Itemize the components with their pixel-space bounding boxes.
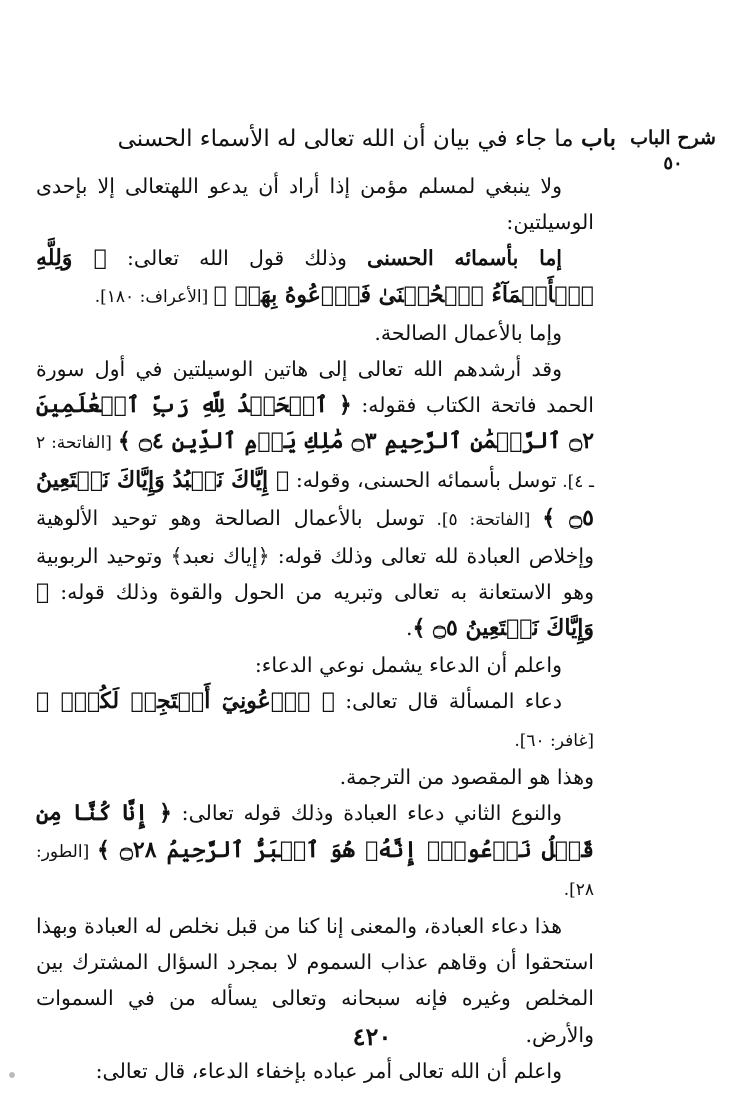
quran-verse: ﴿ ٱدۡعُونِيٓ أَسۡتَجِبۡ لَكُمۡۚ ﴾ xyxy=(36,687,335,714)
quran-verse: ﴿ إِيَّاكَ نَعۡبُدُ وَإِيَّاكَ نَسۡتَعِينُ ۝٥ ﴾ xyxy=(36,466,594,531)
verse-reference: [غافر: ٦٠]. xyxy=(514,731,594,752)
paragraph-8 xyxy=(36,795,594,908)
side-label-title: شرح الباب xyxy=(630,127,716,149)
paragraph-9: هذا دعاء العبادة، والمعنى إنا كنا من قبل نخلص له العبادة وبهذا استحقوا أن وقاهم عذاب السموم لا بمجرد السؤال المشترك بين المخلص وغيره فإنه سبحانه وتعالى يسأله من في السموات والأرض. xyxy=(36,914,594,1047)
paragraph-2-bold: إما بأسمائه الحسنى xyxy=(366,246,562,271)
paragraph-4-text: توسل بالأعمال الصالحة وهو توحيد الألوهية وإخلاص العبادة لله تعالى وذلك قوله: xyxy=(36,505,594,569)
paragraph-6-text: دعاء المسألة قال تعالى: xyxy=(334,688,562,713)
inline-quote: ﴿إياك نعبد﴾ xyxy=(170,544,270,569)
paragraph-4 xyxy=(36,351,594,647)
verse-reference: [الفاتحة: ٢ ـ ٤]. xyxy=(36,433,594,492)
quran-verse: ﴿ إِنَّا كُنَّا مِن قَبۡلُ نَدۡعُوهُۖ إِنَّهُۥ هُوَ ٱلۡبَرُّ ٱلرَّحِيمُ ۝٢٨ ﴾ xyxy=(36,800,594,863)
quran-verse: ﴿ وَلِلَّهِ ٱلۡأَسۡمَآءُ ٱلۡحُسۡنَىٰ فَٱدۡعُوهُ بِهَاۖ ﴾ xyxy=(36,245,594,308)
paragraph-7: وهذا هو المقصود من الترجمة. xyxy=(339,765,594,790)
paragraph-4-text: توسل بأسمائه الحسنى، وقوله: xyxy=(289,467,557,492)
paragraph-4-text: وتوحيد الربوبية وهو الاستعانة به تعالى وتبريه من الحول والقوة وذلك قوله: xyxy=(36,544,594,605)
quran-verse: ﴿ ٱلۡحَمۡدُ لِلَّهِ رَبِّ ٱلۡعَٰلَمِينَ ۝٢ ٱلرَّحۡمَٰنِ ٱلرَّحِيمِ ۝٣ مَٰلِكِ يَوۡمِ ٱلدِّينِ ۝٤ ﴾ xyxy=(36,392,595,455)
paragraph-1: ولا ينبغي لمسلم مؤمن إذا أراد أن يدعو اللهتعالى إلا بإحدى الوسيلتين: xyxy=(36,174,594,235)
chapter-header xyxy=(36,122,616,156)
side-label-number: ٥٠ xyxy=(663,153,683,174)
paragraph-2 xyxy=(36,240,594,314)
paragraph-5: واعلم أن الدعاء يشمل نوعي الدعاء: xyxy=(254,652,562,677)
paragraph-3: وإما بالأعمال الصالحة. xyxy=(374,320,562,345)
side-label xyxy=(630,126,716,176)
paragraph-10: واعلم أن الله تعالى أمر عباده بإخفاء الدعاء، قال تعالى: xyxy=(95,1058,562,1083)
page-number: ٤٢٠ xyxy=(352,1022,392,1051)
paragraph-2-text: وذلك قول الله تعالى: xyxy=(106,246,367,271)
scan-speck xyxy=(9,1072,15,1078)
verse-reference: [الطور: ٢٨]. xyxy=(36,841,594,900)
paragraph-6 xyxy=(36,683,594,759)
quran-verse: ﴿ وَإِيَّاكَ نَسۡتَعِينُ ۝٥ ﴾ xyxy=(36,579,594,642)
verse-reference: [الأعراف: ١٨٠]. xyxy=(94,286,214,307)
paragraph-4-text: وقد أرشدهم الله تعالى إلى هاتين الوسيلتين في أول سورة الحمد فاتحة الكتاب فقوله: xyxy=(36,357,594,418)
verse-reference: [الفاتحة: ٥]. xyxy=(424,509,543,530)
paragraph-8-text: والنوع الثاني دعاء العبادة وذلك قوله تعالى: xyxy=(171,801,562,826)
chapter-title: ما جاء في بيان أن الله تعالى له الأسماء الحسنى xyxy=(117,126,581,152)
paragraph-4-text: . xyxy=(406,616,413,641)
chapter-bab: باب xyxy=(580,125,616,152)
